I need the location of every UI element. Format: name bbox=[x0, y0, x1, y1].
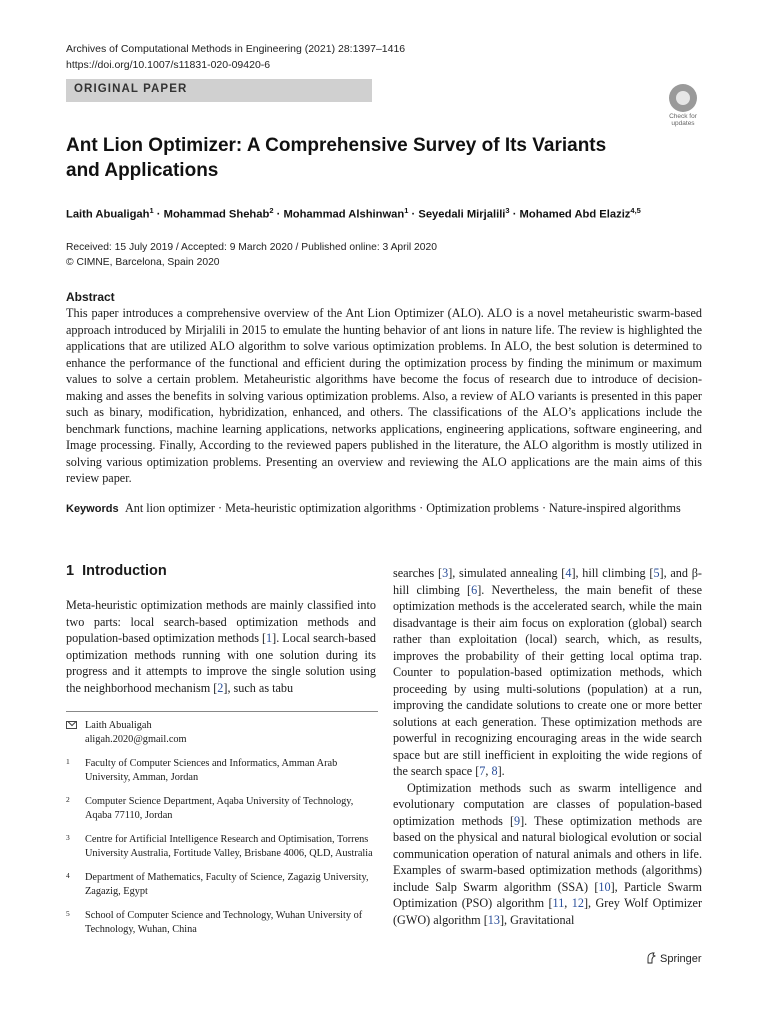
author-affiliation-mark: 4,5 bbox=[630, 206, 641, 215]
abstract-heading: Abstract bbox=[66, 290, 115, 304]
intro-paragraph bbox=[393, 780, 702, 929]
author-name: Laith Abualigah bbox=[66, 208, 150, 221]
text-run: ]. Nevertheless, the main benefit of these optimization methods is the accelerated search, while the main disadvantage is their aim focus on exploration (global) search rather than exploitation (local) search, which, as results, improves the probability of their getting local optima trap. Counter to population-based optimization methods, which proceeding by using multi-solutions (population) at a run, improving the candidate solutions to create one or more better solutions at each generation. These optimization methods are powerful in recognizing encouraging areas in the wide search space but are still inefficient in exploiting the wide regions of the search space [ bbox=[393, 582, 702, 778]
citation-link[interactable]: 9 bbox=[514, 813, 521, 828]
text-run: ]. Local search-based optimization methods running with one solution during its progress and it attempts to improve the single solution using the neighborhood mechanism [ bbox=[66, 631, 377, 695]
keywords-label: Keywords bbox=[66, 503, 119, 515]
footnotes bbox=[66, 719, 378, 947]
journal-citation bbox=[66, 41, 405, 73]
copyright: © CIMNE, Barcelona, Spain 2020 bbox=[66, 257, 220, 268]
check-for-updates-badge[interactable] bbox=[664, 84, 702, 127]
affiliation-text: Faculty of Computer Sciences and Informatics, Amman Arab University, Amman, Jordan bbox=[85, 758, 338, 783]
citation-link[interactable]: 13 bbox=[487, 912, 500, 927]
author-name: Mohammad Alshinwan bbox=[283, 208, 405, 221]
author-affiliation-mark: 3 bbox=[505, 206, 510, 215]
citation-link[interactable]: 12 bbox=[571, 896, 584, 910]
text-run: ], hill climbing [ bbox=[571, 566, 654, 580]
article-type-banner bbox=[66, 79, 372, 102]
publisher-name: Springer bbox=[660, 953, 702, 965]
affiliation bbox=[66, 795, 378, 823]
text-run: ], Gravitational bbox=[499, 912, 575, 927]
publisher-logo bbox=[646, 952, 702, 965]
citation-link[interactable]: 10 bbox=[598, 879, 611, 894]
journal-name: Archives of Computational Methods in Engineering (2021) 28:1397–1416 bbox=[66, 43, 406, 55]
publication-dates bbox=[66, 240, 437, 270]
affiliation-number: 3 bbox=[66, 833, 70, 842]
correspondence-name: Laith Abualigah bbox=[85, 720, 152, 731]
author-affiliation-mark: 2 bbox=[269, 206, 274, 215]
correspondence-email[interactable]: aligah.2020@gmail.com bbox=[85, 734, 187, 745]
text-run: ], simulated annealing [ bbox=[448, 566, 566, 580]
affiliation-number: 4 bbox=[66, 871, 70, 880]
citation-link[interactable]: 8 bbox=[491, 764, 498, 778]
citation-link[interactable]: 5 bbox=[653, 566, 660, 580]
correspondence-note bbox=[66, 719, 378, 747]
text-run: ], Grey Wolf Optimizer (GWO) algorithm [ bbox=[393, 896, 702, 927]
text-run: searches [ bbox=[393, 566, 443, 580]
intro-left-column bbox=[66, 597, 376, 696]
text-run: Optimization methods such as swarm intelligence and evolutionary computation are classes of population-based optimization methods [ bbox=[393, 780, 702, 828]
text-run: , bbox=[564, 896, 572, 910]
affiliation-text: Department of Mathematics, Faculty of Science, Zagazig University, Zagazig, Egypt bbox=[85, 872, 369, 897]
footnote-divider bbox=[66, 711, 378, 712]
text-run: ]. These optimization methods are based on the physical and natural biological evolution or social communication operation of natural animals and others in life. Examples of swarm-based optimization methods (algorithms) include Salp Swarm algorithm (SSA) [ bbox=[393, 813, 702, 894]
text-run: ], such as tabu bbox=[223, 680, 294, 695]
history-dates: Received: 15 July 2019 / Accepted: 9 March 2020 / Published online: 3 April 2020 bbox=[66, 242, 437, 253]
keywords-text: Ant lion optimizer · Meta-heuristic optimization algorithms · Optimization problems · Nature-inspired algorithms bbox=[124, 501, 681, 515]
citation-link[interactable]: 4 bbox=[565, 566, 572, 580]
affiliation bbox=[66, 833, 378, 861]
paper-title: Ant Lion Optimizer: A Comprehensive Survey of Its Variants and Applications bbox=[66, 135, 607, 181]
text-run: , bbox=[485, 764, 492, 778]
abstract-text: This paper introduces a comprehensive overview of the Ant Lion Optimizer (ALO). ALO is a novel metaheuristic swarm-based approach introduced by Mirjalili in 2015 to emulate the hunting behavior of ant lions in nature life. The review is highlighted the applications that are utilized ALO algorithm to solve various optimization problems. In ALO, the best solution is determined to enhance the performance of the functional and efficient during the optimization process by finding the minimum or maximum values to solve a certain problem. Metaheuristic algorithms have become the focus of research due to introduce of decision-making and asses the benefits in solving various optimization problems. Also, a review of ALO variants is presented in this paper such as binary, modification, hybridization, enhanced, and others. The classifications of the ALO’s applications include the benchmark functions, machine learning applications, networks applications, engineering applications, software engineering, and Image processing. Finally, According to the reviewed papers published in the literature, the ALO algorithm is mostly utilized in solving various optimization problems. Presenting an overview and reviewing the ALO applications are the main aims of this review paper. bbox=[66, 306, 702, 485]
keywords bbox=[66, 500, 702, 518]
affiliation bbox=[66, 757, 378, 785]
affiliation-text: School of Computer Science and Technology, Wuhan University of Technology, Wuhan, China bbox=[85, 910, 363, 935]
doi-link[interactable]: https://doi.org/10.1007/s11831-020-09420-6 bbox=[66, 59, 271, 71]
intro-paragraph bbox=[393, 565, 702, 780]
envelope-icon bbox=[66, 721, 77, 729]
citation-link[interactable]: 7 bbox=[479, 764, 486, 778]
section-heading: 1 Introduction bbox=[66, 563, 167, 579]
author-name: Mohamed Abd Elaziz bbox=[519, 208, 631, 221]
badge-caption: Check for updates bbox=[669, 113, 697, 127]
author-name: Mohammad Shehab bbox=[163, 208, 270, 221]
affiliation-number: 1 bbox=[66, 757, 70, 766]
springer-horse-icon bbox=[646, 952, 656, 964]
text-run: ], and β-hill climbing [ bbox=[393, 566, 702, 597]
citation-link[interactable]: 2 bbox=[217, 680, 224, 695]
citation-link[interactable]: 1 bbox=[266, 631, 273, 645]
affiliation bbox=[66, 909, 378, 937]
citation-link[interactable]: 3 bbox=[442, 566, 449, 580]
author-list: Laith Abualigah$^1$ · Mohammad Shehab$^2$ · Mohammad Alshinwan$^1$ · Seyedali Mirjalili$^3$ · Mohamed Abd Elaziz$^{4,5}$ bbox=[66, 206, 641, 221]
article-type-label: ORIGINAL PAPER bbox=[74, 83, 188, 95]
citation-link[interactable]: 6 bbox=[471, 582, 478, 597]
text-run: ], Particle Swarm Optimization (PSO) algorithm [ bbox=[393, 879, 702, 910]
author-name: Seyedali Mirjalili bbox=[418, 208, 506, 221]
citation-link[interactable]: 11 bbox=[552, 896, 565, 910]
affiliation-text: Centre for Artificial Intelligence Research and Optimisation, Torrens University Australia, Fortitude Valley, Brisbane 4006, QLD, Australia bbox=[85, 834, 373, 859]
update-check-icon bbox=[669, 84, 697, 112]
affiliation-number: 5 bbox=[66, 909, 70, 918]
author-affiliation-mark: 1 bbox=[404, 206, 409, 215]
text-run: ]. bbox=[497, 764, 505, 778]
affiliation-number: 2 bbox=[66, 795, 70, 804]
author-affiliation-mark: 1 bbox=[149, 206, 154, 215]
affiliation-text: Computer Science Department, Aqaba University of Technology, Aqaba 77110, Jordan bbox=[85, 796, 354, 821]
affiliation bbox=[66, 871, 378, 899]
text-run: Meta-heuristic optimization methods are mainly classified into two parts: local search-based optimization methods and population-based optimization methods [ bbox=[66, 598, 376, 645]
intro-right-column bbox=[393, 565, 702, 928]
